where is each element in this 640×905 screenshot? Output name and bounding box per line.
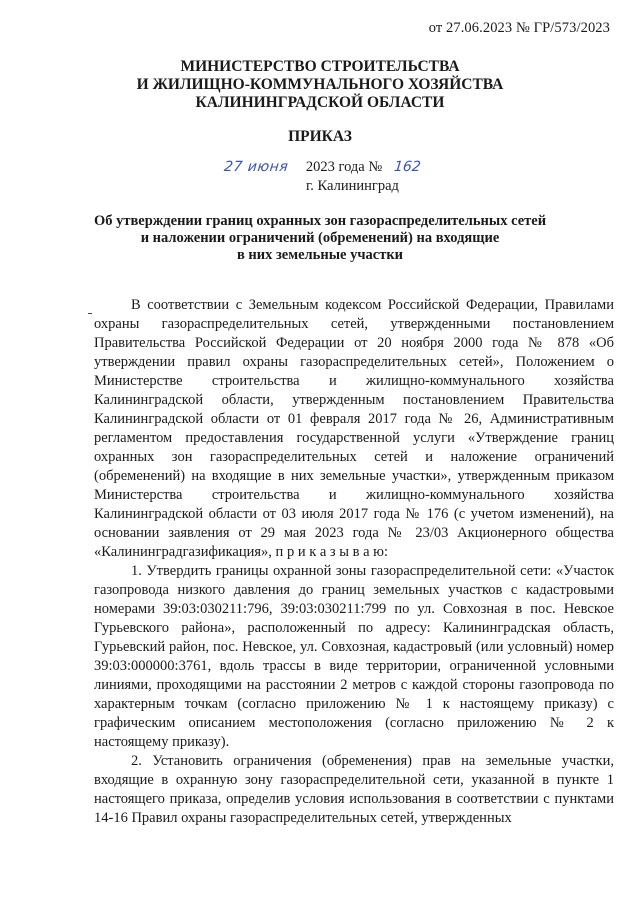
order-subject <box>0 213 640 264</box>
item-1-paragraph: 1. Утвердить границы охранной зоны газораспределительной сети: «Участок газопровода низкого давления до границ земельных участков с кадастровыми номерами 39:03:030211:796, 39:03:030211:799 по ул. Совхозная в пос. Невское Гурьевского района», расположенный по адресу: Калининградская область, Гурьевский район, пос. Невское, ул. Совхозная, кадастровый (или условный) номер 39:03:000000:3761, вдоль трассы в виде территории, ограниченной условными линиями, проходящими на расстоянии 2 метров с каждой стороны газопровода по характерным точкам (согласно приложению № 1 к настоящему приказу) с графическим описанием местоположения (согласно приложению № 2 к настоящему приказу). <box>94 563 614 750</box>
order-title: ПРИКАЗ <box>288 128 352 145</box>
subject-line-1: Об утверждении границ охранных зон газораспределительных сетей <box>93 213 547 229</box>
registration-number: от 27.06.2023 № ГР/573/2023 <box>428 20 610 36</box>
order-date-line <box>224 159 421 176</box>
preamble-paragraph: В соответствии с Земельным кодексом Российской Федерации, Правилами охраны газораспределительных сетей, утвержденными постановлением Правительства Российской Федерации от 20 ноября 2000 года № 878 «Об утверждении правил охраны газораспределительных сетей», Положением о Министерстве строительства и жилищно-коммунального хозяйства Калининградской области, утвержденным постановлением Правительства Калининградской области от 01 февраля 2017 года № 26, Административным регламентом предоставления государственной услуги «Утверждение границ охранных зон газораспределительных сетей и наложение ограничений (обременений) на входящие в них земельные участки», утвержденным приказом Министерства строительства и жилищно-коммунального хозяйства Калининградской области от 03 июля 2017 года № 176 (с учетом изменений), на основании заявления от 29 мая 2023 года № 23/03 Акционерного общества «Калининградгазификация», п р и к а з ы в а ю: <box>94 297 614 560</box>
margin-mark <box>88 313 92 314</box>
handwritten-order-number: 162 <box>392 159 422 175</box>
ministry-line-3: КАЛИНИНГРАДСКОЙ ОБЛАСТИ <box>195 94 445 111</box>
ministry-line-1: МИНИСТЕРСТВО СТРОИТЕЛЬСТВА <box>180 58 460 75</box>
handwritten-date: 27 июня <box>223 159 290 175</box>
item-2-paragraph: 2. Установить ограничения (обременения) прав на земельные участки, входящие в охранную зону газораспределительной сети, указанной в пункте 1 настоящего приказа, определив условия использования в соответствии с пунктами 14-16 Правил охраны газораспределительных сетей, утвержденных <box>94 753 614 826</box>
order-body <box>94 296 614 828</box>
order-city: г. Калининград <box>306 178 399 194</box>
ministry-line-2: И ЖИЛИЩНО-КОММУНАЛЬНОГО ХОЗЯЙСТВА <box>136 76 504 93</box>
ministry-heading <box>0 58 640 112</box>
subject-line-2: и наложении ограничений (обременений) на входящие <box>140 230 500 246</box>
order-year-text: 2023 года № <box>305 159 383 175</box>
subject-line-3: в них земельные участки <box>236 247 404 263</box>
